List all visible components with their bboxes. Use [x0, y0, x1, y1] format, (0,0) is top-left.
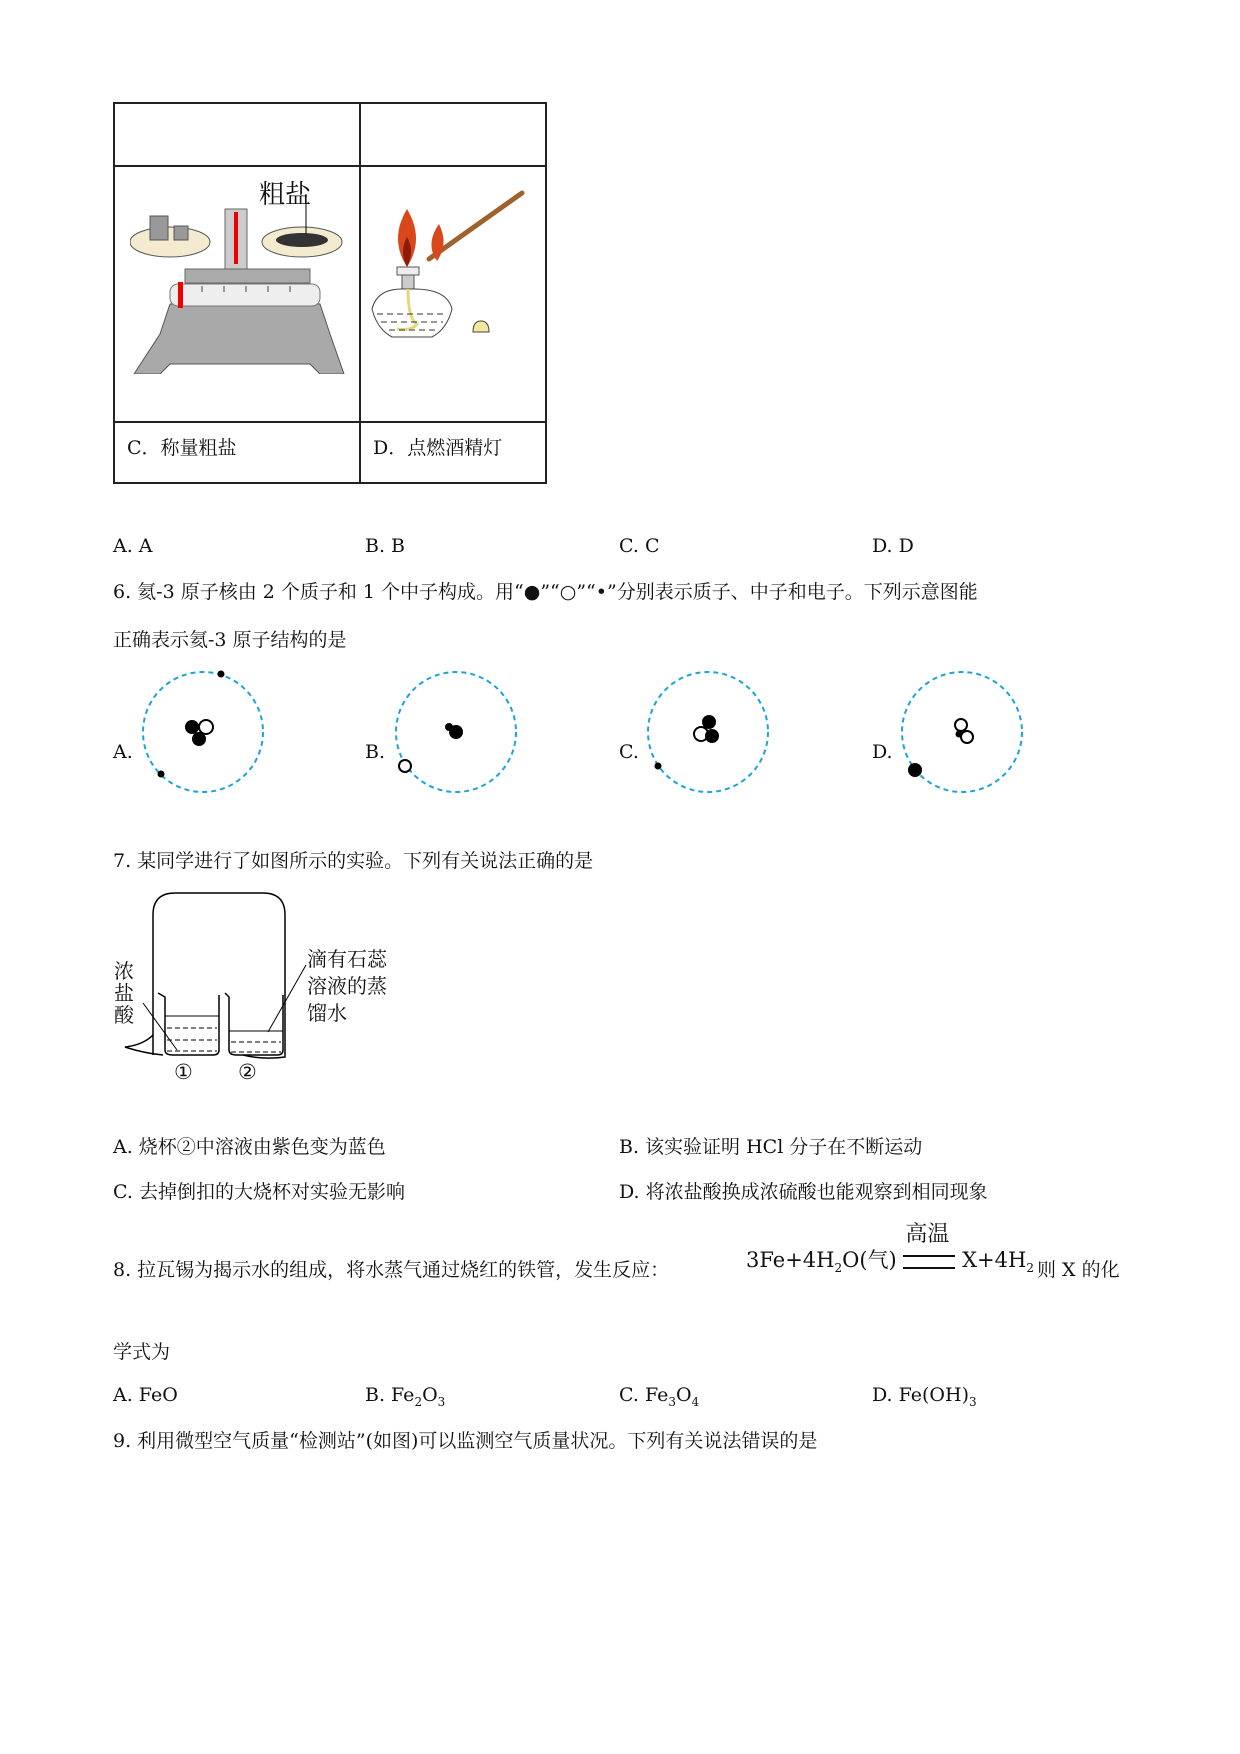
- option-text: A. FeO: [113, 1384, 178, 1406]
- option-text: C. Fe: [619, 1384, 669, 1406]
- q5-option-a[interactable]: A. A: [113, 535, 153, 557]
- q5-option-d[interactable]: D. D: [872, 535, 914, 557]
- reaction-equation: [746, 1221, 1034, 1280]
- salt-label: 粗盐: [259, 180, 312, 210]
- label-line: 溶液的蒸: [307, 974, 387, 998]
- q6-option-b-label[interactable]: B.: [365, 741, 386, 763]
- cell-d-label: D．点燃酒精灯: [373, 437, 503, 459]
- q5-option-c[interactable]: C. C: [619, 535, 660, 557]
- subscript: 2: [414, 1394, 423, 1409]
- label-line: 滴有石蕊: [307, 947, 387, 971]
- q6-stem-line2: 正确表示氦-3 原子结构的是: [113, 629, 347, 651]
- atom-diagram-c[interactable]: [645, 670, 771, 796]
- eq-water-gas: O(气): [842, 1248, 897, 1272]
- subscript: 3: [437, 1394, 446, 1409]
- q8-stem-line2: 学式为: [113, 1341, 171, 1363]
- subscript: 3: [969, 1394, 977, 1409]
- q6-option-a-label[interactable]: A.: [113, 741, 133, 763]
- q7-option-c[interactable]: C. 去掉倒扣的大烧杯对实验无影响: [113, 1181, 405, 1203]
- q8-option-a[interactable]: [113, 1383, 178, 1407]
- option-text: D. Fe(OH): [872, 1384, 969, 1406]
- atom-diagram-a[interactable]: [140, 670, 266, 796]
- eq-subscript: 2: [1026, 1261, 1034, 1276]
- q8-stem: 8. 拉瓦锡为揭示水的组成，将水蒸气通过烧红的铁管，发生反应：: [113, 1259, 670, 1281]
- eq-condition: 高温: [905, 1221, 950, 1247]
- q7-option-a[interactable]: A. 烧杯②中溶液由紫色变为蓝色: [113, 1136, 386, 1158]
- subscript: 3: [668, 1394, 676, 1409]
- q8-option-d[interactable]: [872, 1383, 977, 1414]
- eq-equals-sign: [903, 1221, 955, 1269]
- balance-figure: [130, 174, 350, 374]
- q5-option-b[interactable]: B. B: [365, 535, 406, 557]
- q8-option-b[interactable]: [365, 1383, 445, 1414]
- eq-subscript: 2: [834, 1261, 843, 1276]
- label-concentrated-hcl: 浓盐酸: [114, 959, 134, 1027]
- subscript: 4: [691, 1394, 700, 1409]
- alcohol-lamp-figure: [367, 189, 537, 389]
- ruler: [170, 284, 320, 306]
- cell-c-label: C．称量粗盐: [127, 437, 237, 459]
- table-divider: [115, 165, 545, 167]
- q6-option-d-label[interactable]: D.: [872, 741, 893, 763]
- atom-diagram-d[interactable]: [899, 670, 1025, 796]
- label-litmus-water: [307, 946, 387, 1027]
- table-divider: [115, 421, 545, 423]
- option-text: B. Fe: [365, 1384, 415, 1406]
- q7-option-b[interactable]: B. 该实验证明 HCl 分子在不断运动: [619, 1136, 923, 1158]
- q8-stem-end: 则 X 的化: [1037, 1259, 1120, 1281]
- q7-stem: 7. 某同学进行了如图所示的实验。下列有关说法正确的是: [113, 850, 594, 872]
- beaker-2-label: ②: [238, 1060, 257, 1084]
- option-text: O: [675, 1384, 692, 1406]
- table-divider: [359, 104, 361, 482]
- q8-option-c[interactable]: [619, 1383, 699, 1414]
- option-text: O: [422, 1384, 438, 1406]
- q9-stem: 9. 利用微型空气质量“检测站”(如图)可以监测空气质量状况。下列有关说法错误的是: [113, 1430, 818, 1452]
- beaker-1-label: ①: [174, 1060, 193, 1084]
- q6-stem-line1: 6. 氦-3 原子核由 2 个质子和 1 个中子构成。用“●”“○”“•”分别表示质子、中子和电子。下列示意图能: [113, 581, 978, 603]
- atom-diagram-b[interactable]: [393, 670, 519, 796]
- eq-products: X+4H: [962, 1248, 1027, 1272]
- q6-option-c-label[interactable]: C.: [619, 741, 639, 763]
- options-table: [113, 102, 547, 484]
- label-line: 馏水: [307, 1001, 347, 1025]
- eq-reactants: 3Fe+4H: [746, 1248, 835, 1272]
- q7-option-d[interactable]: D. 将浓盐酸换成浓硫酸也能观察到相同现象: [619, 1181, 988, 1203]
